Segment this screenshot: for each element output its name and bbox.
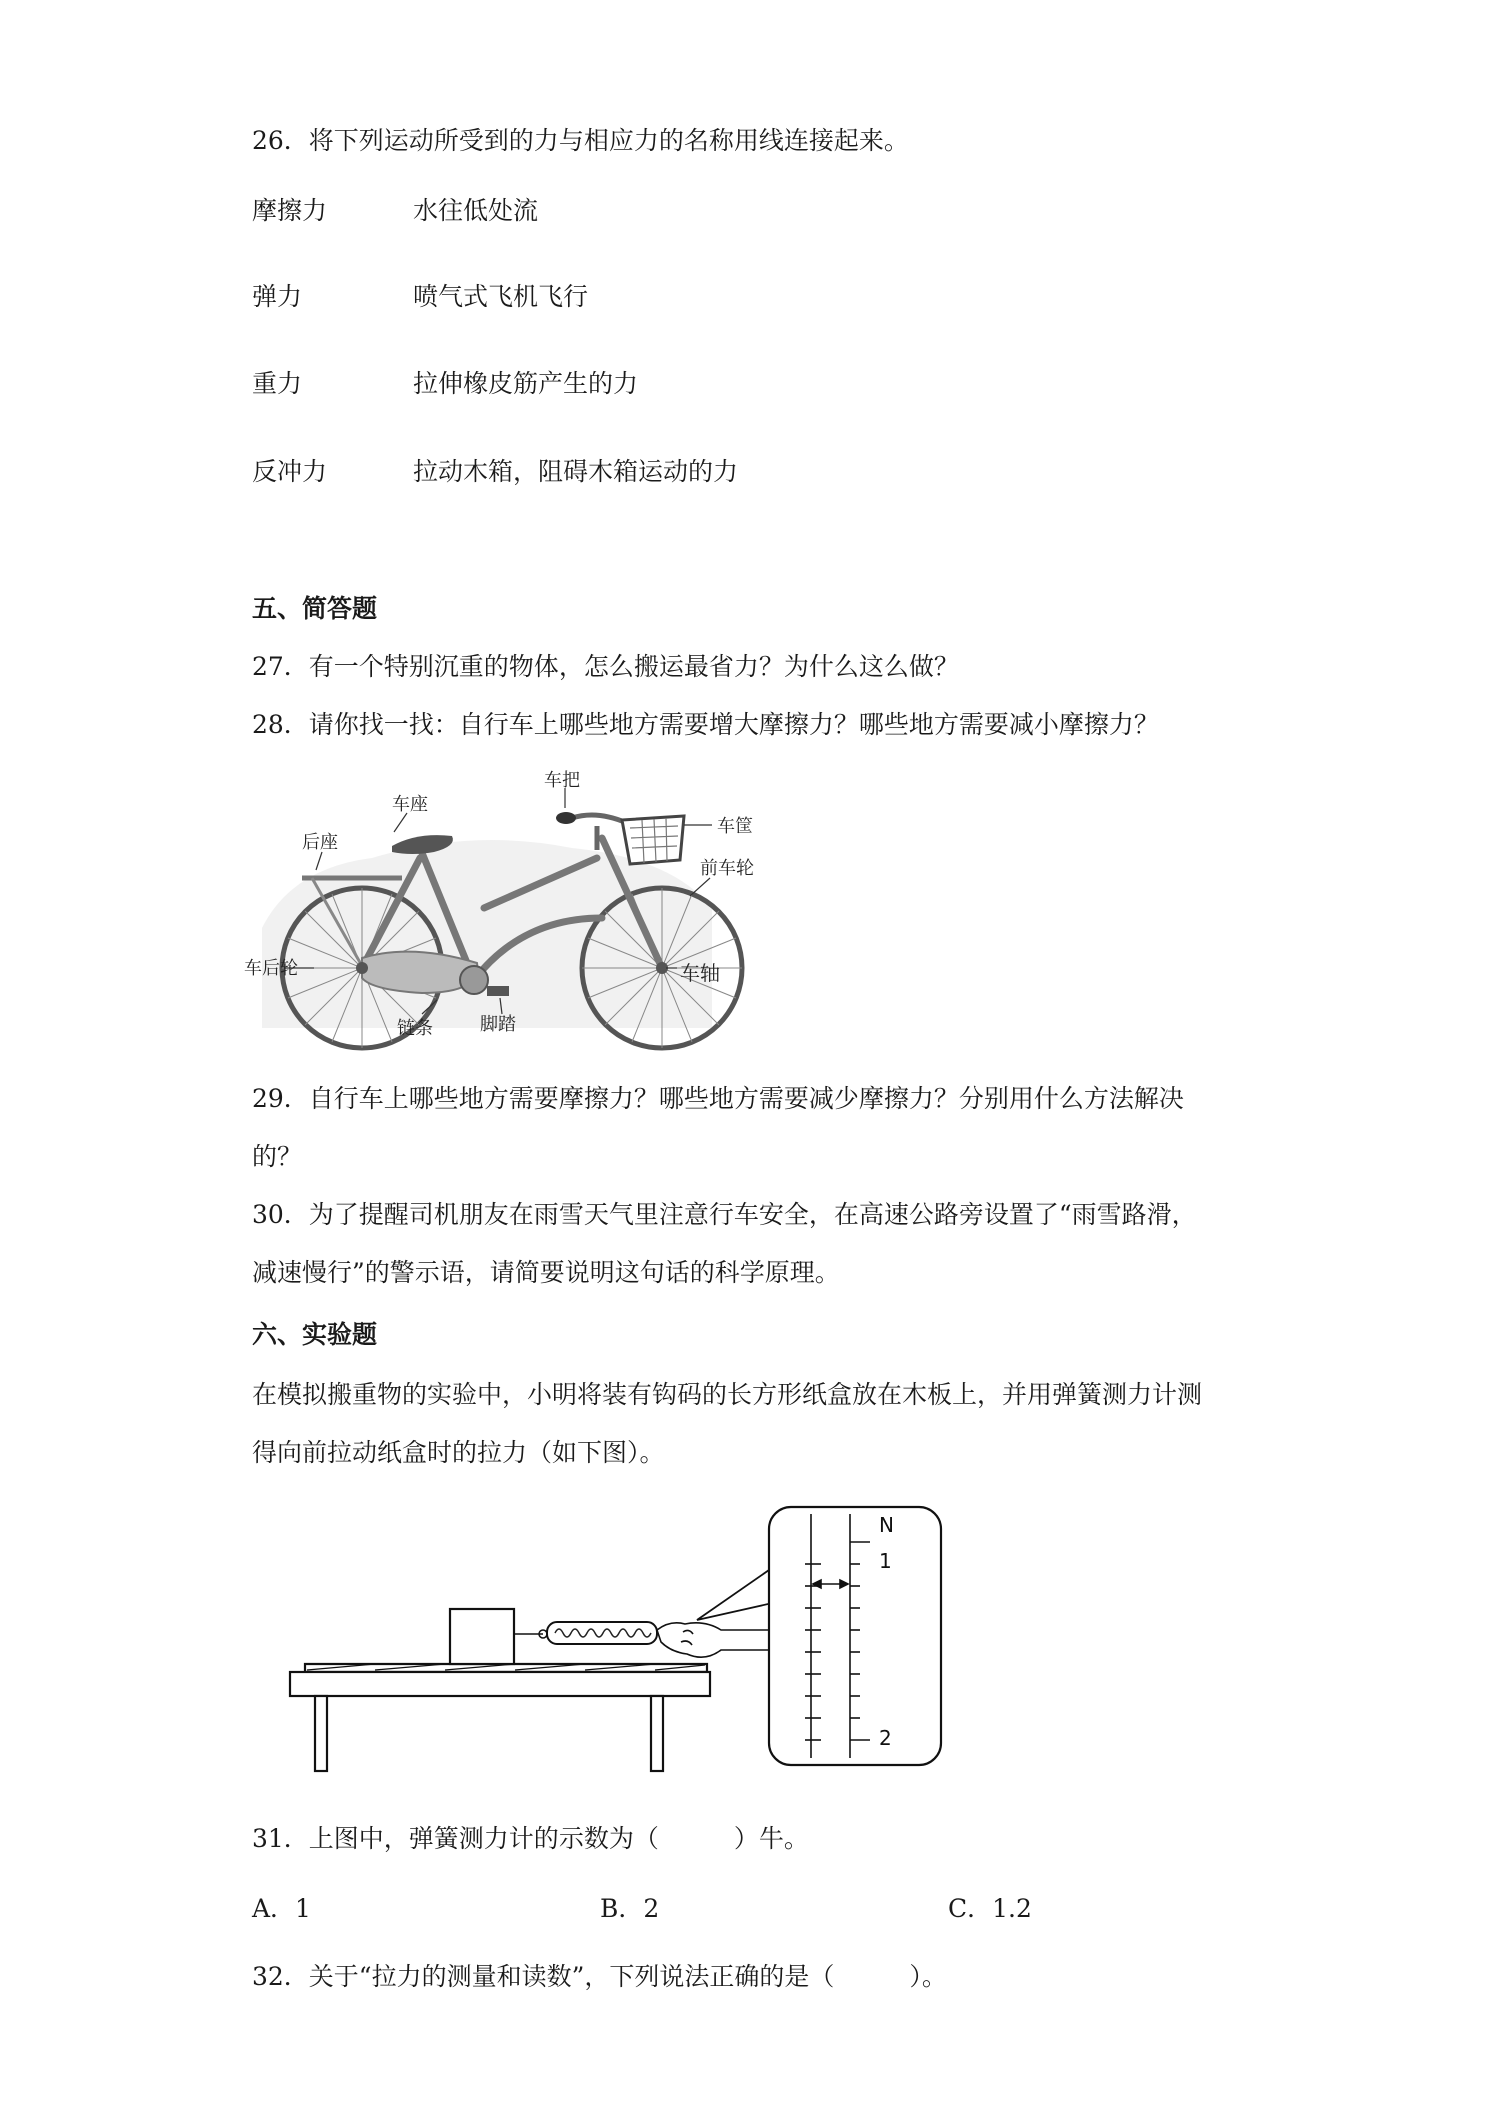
force-name-recoil: 反冲力: [252, 457, 328, 486]
experiment-line2: 得向前拉动纸盒时的拉力（如下图）。: [252, 1438, 665, 1467]
q30-line2: 减速慢行”的警示语，请简要说明这句话的科学原理。: [252, 1258, 840, 1287]
label-rear-rack: 后座: [302, 832, 338, 853]
scale-mark-1: 1: [879, 1549, 892, 1573]
q32-prompt: 32．关于“拉力的测量和读数”，下列说法正确的是（ ）。: [252, 1962, 947, 1991]
q30-line1: 30．为了提醒司机朋友在雨雪天气里注意行车安全，在高速公路旁设置了“雨雪路滑，: [252, 1200, 1197, 1229]
label-basket: 车筐: [717, 816, 753, 837]
spring-scale-experiment: [285, 1502, 945, 1772]
pedal-shape: [487, 986, 509, 996]
scale-callout: [769, 1507, 941, 1765]
basket-shape: [622, 816, 684, 864]
q26-prompt: 26．将下列运动所受到的力与相应力的名称用线连接起来。: [252, 126, 909, 155]
callout-pointer: [697, 1570, 777, 1620]
motion-rubber-band: 拉伸橡皮筋产生的力: [413, 369, 639, 398]
q31-prompt: 31．上图中，弹簧测力计的示数为（ ）牛。: [252, 1824, 809, 1853]
hand: [657, 1623, 770, 1657]
label-chain: 链条: [397, 1018, 433, 1039]
section-5-heading: 五、简答题: [252, 594, 378, 623]
table: [290, 1664, 710, 1771]
label-rear-wheel: 车后轮: [244, 958, 298, 979]
q31-option-b[interactable]: B．2: [600, 1894, 660, 1923]
q29-line2: 的？: [252, 1142, 303, 1171]
scale-mark-2: 2: [879, 1726, 892, 1750]
q31-option-a[interactable]: A．1: [252, 1894, 311, 1923]
label-axle: 车轴: [680, 961, 720, 985]
label-pedal: 脚踏: [480, 1014, 516, 1035]
label-handlebar: 车把: [544, 770, 580, 791]
section-6-heading: 六、实验题: [252, 1320, 378, 1349]
force-name-elastic: 弹力: [252, 282, 303, 311]
chain-guard: [362, 952, 477, 993]
q31-option-c[interactable]: C．1.2: [948, 1894, 1032, 1923]
motion-jet-plane: 喷气式飞机飞行: [413, 282, 589, 311]
force-name-gravity: 重力: [252, 369, 303, 398]
box: [450, 1609, 514, 1664]
motion-water-flows: 水往低处流: [413, 196, 539, 225]
motion-pull-box: 拉动木箱，阻碍木箱运动的力: [413, 457, 739, 486]
spring-scale: [539, 1622, 657, 1644]
q28-prompt: 28．请你找一找：自行车上哪些地方需要增大摩擦力？哪些地方需要减小摩擦力？: [252, 710, 1159, 739]
label-front-wheel: 前车轮: [700, 858, 754, 879]
force-name-friction: 摩擦力: [252, 196, 328, 225]
bicycle-illustration: [244, 768, 792, 1063]
label-seat: 车座: [392, 794, 428, 815]
scale-unit: N: [879, 1513, 894, 1537]
q27-prompt: 27．有一个特别沉重的物体，怎么搬运最省力？为什么这么做？: [252, 652, 959, 681]
experiment-line1: 在模拟搬重物的实验中，小明将装有钩码的长方形纸盒放在木板上，并用弹簧测力计测: [252, 1380, 1203, 1409]
q29-line1: 29．自行车上哪些地方需要摩擦力？哪些地方需要减少摩擦力？分别用什么方法解决: [252, 1084, 1184, 1113]
